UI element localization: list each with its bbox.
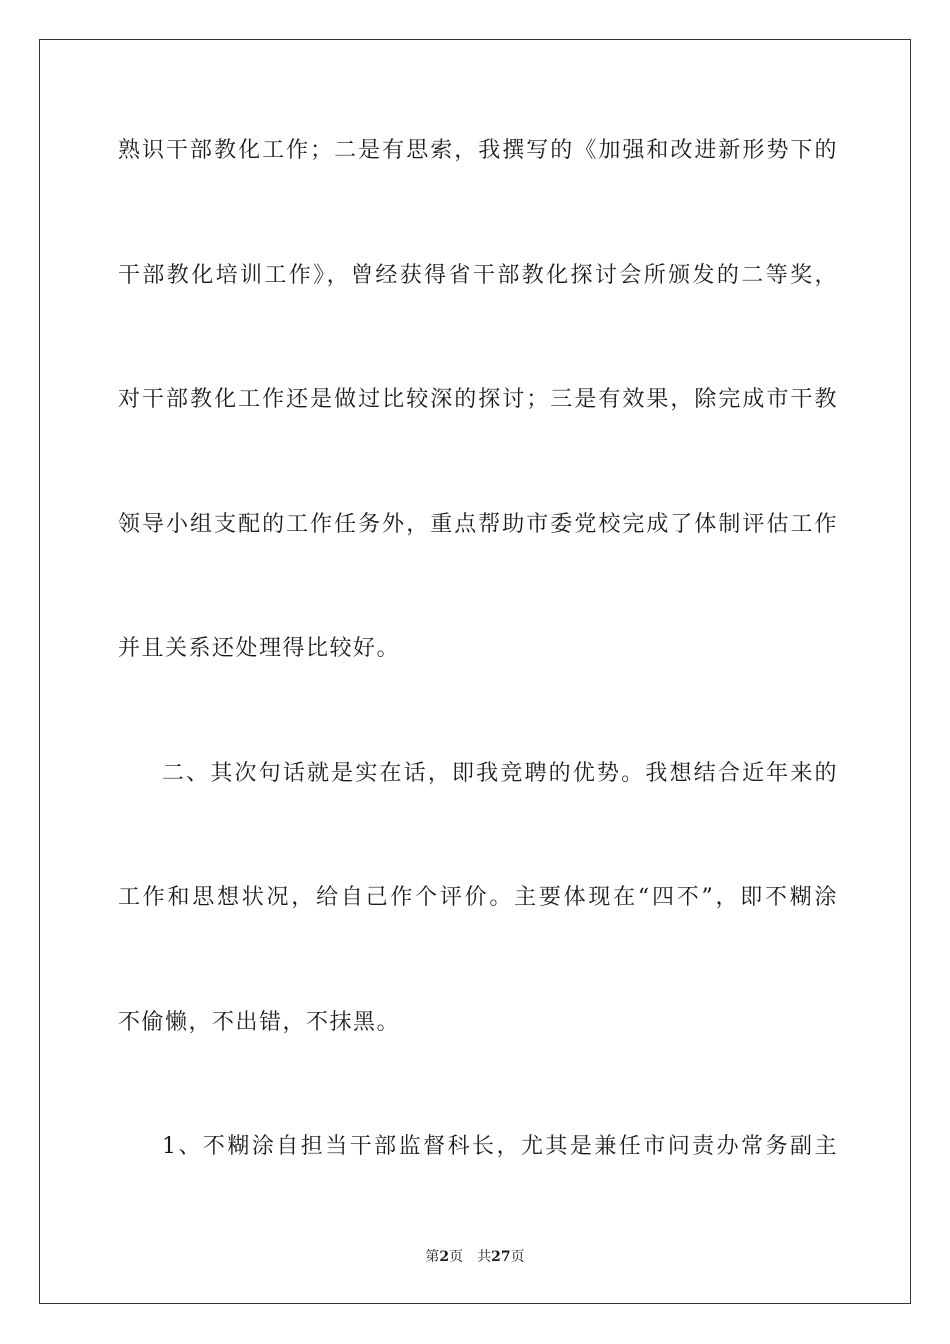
page-footer bbox=[0, 1246, 950, 1266]
total-prefix: 共 bbox=[477, 1249, 492, 1265]
page-suffix: 页 bbox=[449, 1249, 464, 1265]
text-line-4: 领导小组支配的工作任务外，重点帮助市委党校完成了体制评估工作 bbox=[118, 511, 838, 537]
text-line-3: 对干部教化工作还是做过比较深的探讨；三是有效果，除完成市干教 bbox=[118, 387, 838, 412]
document-body bbox=[118, 128, 838, 1249]
text-line-6: 二、其次句话就是实在话，即我竞聘的优势。我想结合近年来的 bbox=[162, 760, 838, 786]
text-line-2: 干部教化培训工作》，曾经获得省干部教化探讨会所颁发的二等奖， bbox=[118, 262, 838, 288]
text-line-8: 不偷懒，不出错，不抹黑。 bbox=[118, 1009, 401, 1035]
page-number: 2 bbox=[439, 1249, 450, 1265]
text-line-1: 熟识干部教化工作；二是有思索，我撰写的《加强和改进新形势下的 bbox=[118, 138, 838, 163]
text-line-5: 并且关系还处理得比较好。 bbox=[118, 636, 401, 661]
total-pages: 27 bbox=[491, 1249, 511, 1265]
total-suffix: 页 bbox=[510, 1249, 525, 1265]
text-line-9: 1、不糊涂自担当干部监督科长，尤其是兼任市问责办常务副主 bbox=[162, 1134, 838, 1159]
text-line-7: 工作和思想状况，给自己作个评价。主要体现在“四不”，即不糊涂 bbox=[118, 885, 838, 910]
page-prefix: 第 bbox=[425, 1249, 440, 1265]
